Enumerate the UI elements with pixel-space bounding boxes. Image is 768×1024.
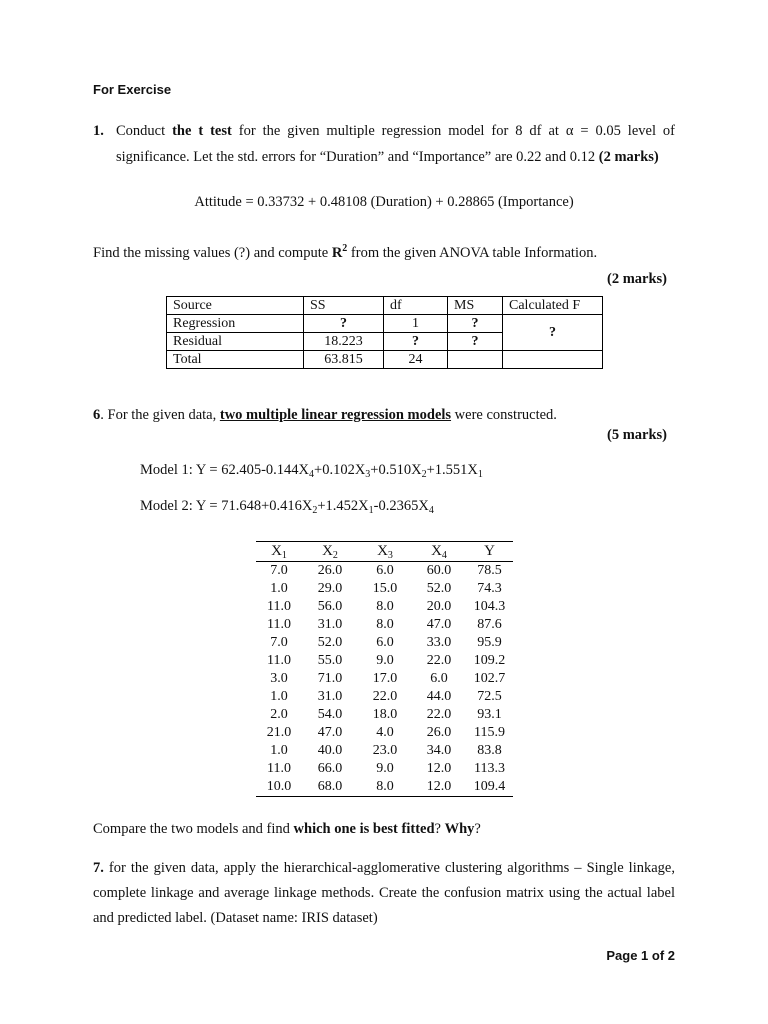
table-cell: 26.0 (317, 563, 343, 578)
model-2 (140, 498, 434, 515)
table-cell: 31.0 (317, 617, 343, 632)
q6-text-b: were constructed. (451, 407, 557, 423)
table-cell: 55.0 (317, 653, 343, 668)
table-cell: 2.0 (270, 707, 288, 722)
table-cell: 113.3 (474, 761, 505, 776)
q6-bold-underlined: two multiple linear regression models (219, 407, 452, 423)
anova-f-value: ? (503, 315, 603, 351)
q1-marks: (2 marks) (598, 149, 659, 165)
table-cell: 6.0 (430, 671, 448, 686)
table-cell: 1.0 (270, 689, 288, 704)
table-cell: 20.0 (426, 599, 452, 614)
table-cell: 102.7 (473, 671, 506, 686)
table-cell: 93.1 (477, 707, 502, 722)
question-1 (93, 118, 675, 170)
table-cell: 31.0 (317, 689, 343, 704)
table-cell: 9.0 (376, 653, 394, 668)
hdr-base: X (431, 543, 442, 559)
table-cell: 52.0 (317, 635, 343, 650)
anova-cell: 24 (384, 351, 448, 369)
table-cell: 104.3 (473, 599, 506, 614)
anova-text-a: Find the missing values (?) and compute (93, 245, 332, 261)
table-cell: 66.0 (317, 761, 343, 776)
table-row (256, 652, 513, 670)
data-header-x3 (358, 542, 412, 562)
table-cell: 17.0 (372, 671, 398, 686)
q1-bold-a: the t test (172, 123, 232, 139)
table-cell: 15.0 (372, 581, 398, 596)
table-row (256, 670, 513, 688)
data-table-header (256, 542, 513, 562)
table-row (256, 580, 513, 598)
table-cell: 22.0 (426, 707, 452, 722)
table-cell: 29.0 (317, 581, 343, 596)
anova-cell (448, 351, 503, 369)
table-cell: 95.9 (477, 635, 502, 650)
m2-sub: 2 (312, 505, 318, 516)
table-cell: 9.0 (376, 761, 394, 776)
anova-cell: Total (167, 351, 304, 369)
table-cell: 44.0 (426, 689, 452, 704)
anova-header-f: Calculated F (503, 297, 603, 315)
q6-marks: (5 marks) (606, 427, 667, 443)
anova-row-regression (167, 315, 603, 333)
data-header-y (466, 542, 513, 562)
table-cell: 18.0 (372, 707, 398, 722)
table-cell: 11.0 (267, 653, 291, 668)
hdr-base: X (377, 543, 388, 559)
table-cell: 7.0 (270, 563, 288, 578)
model-1 (140, 462, 483, 479)
table-cell: 40.0 (317, 743, 343, 758)
table-row (256, 616, 513, 634)
compare-bold-b: Why (444, 821, 475, 837)
table-cell: 6.0 (376, 635, 394, 650)
anova-table (166, 296, 603, 369)
m2-sub: 4 (428, 505, 434, 516)
table-cell: 54.0 (317, 707, 343, 722)
table-cell: 71.0 (317, 671, 343, 686)
table-cell: 109.2 (473, 653, 506, 668)
anova-header-ms: MS (448, 297, 503, 315)
table-row (256, 706, 513, 724)
table-cell: 26.0 (426, 725, 452, 740)
compare-bold-a: which one is best fitted (293, 821, 435, 837)
question-6 (93, 407, 557, 424)
m1-part: +0.102X (314, 462, 366, 478)
table-cell: 1.0 (270, 743, 288, 758)
compare-text-c: ? (474, 821, 481, 837)
m2-sub: 1 (368, 505, 374, 516)
table-cell: 11.0 (267, 761, 291, 776)
data-table (256, 541, 513, 797)
data-header-x1 (256, 542, 302, 562)
table-row (256, 598, 513, 616)
question-1-text (116, 118, 675, 170)
table-cell: 7.0 (270, 635, 288, 650)
anova-cell: ? (448, 315, 503, 333)
data-header-x4 (412, 542, 466, 562)
table-cell: 83.8 (477, 743, 502, 758)
r-squared-base: R (331, 245, 343, 261)
table-cell: 74.3 (477, 581, 502, 596)
m1-part: +1.551X (426, 462, 478, 478)
r-squared (332, 245, 347, 261)
anova-instruction (93, 245, 597, 262)
table-cell: 10.0 (256, 778, 302, 797)
table-cell: 87.6 (477, 617, 502, 632)
table-cell: 33.0 (426, 635, 452, 650)
table-cell: 12.0 (412, 778, 466, 797)
compare-text-a: Compare the two models and find (93, 821, 294, 837)
table-cell: 4.0 (376, 725, 394, 740)
table-cell: 47.0 (317, 725, 343, 740)
regression-equation: Attitude = 0.33732 + 0.48108 (Duration) + 0.28865 (Importance) (194, 194, 574, 210)
hdr-base: Y (484, 543, 495, 559)
anova-cell: Residual (167, 333, 304, 351)
anova-cell: ? (304, 315, 384, 333)
table-cell: 22.0 (372, 689, 398, 704)
table-cell: 1.0 (270, 581, 288, 596)
question-7-text: for the given data, apply the hierarchical-agglomerative clustering algorithms – Single linkage, complete linkage and average linkage methods. Create the confusion matrix using the actual label and predicted label. (Dataset name: IRIS dataset) (93, 860, 675, 926)
anova-header-row (167, 297, 603, 315)
question-7 (93, 856, 675, 931)
m2-part: Model 2: Y = 71.648+0.416X (140, 498, 313, 514)
anova-cell: Regression (167, 315, 304, 333)
q1-text-a: Conduct (116, 123, 173, 139)
table-cell: 34.0 (426, 743, 452, 758)
table-cell: 72.5 (477, 689, 502, 704)
anova-header-source: Source (167, 297, 304, 315)
question-6-number: 6 (93, 407, 101, 423)
table-cell: 6.0 (376, 563, 394, 578)
data-header-x2 (302, 542, 358, 562)
anova-cell-empty (503, 351, 603, 369)
table-cell: 52.0 (426, 581, 452, 596)
m1-sub: 2 (421, 469, 427, 480)
table-cell: 22.0 (426, 653, 452, 668)
anova-cell: ? (384, 333, 448, 351)
q6-text-a: . For the given data, (100, 407, 220, 423)
page-heading: For Exercise (93, 82, 172, 97)
table-row (256, 742, 513, 760)
table-cell: 8.0 (376, 617, 394, 632)
hdr-sub: 4 (441, 550, 447, 561)
anova-text-b: from the given ANOVA table Information. (347, 245, 598, 261)
compare-question (93, 821, 481, 838)
table-row (256, 634, 513, 652)
q1-text-b: for the given multiple regression model for 8 df at α = 0.05 level of significance. Let the std. errors for “Duration” and “Importance” are 0.22 and 0.12 (116, 123, 675, 165)
r-squared-sup: 2 (342, 243, 348, 255)
table-cell: 78.5 (477, 563, 502, 578)
hdr-sub: 3 (387, 550, 393, 561)
table-cell: 8.0 (358, 778, 412, 797)
table-cell: 56.0 (317, 599, 343, 614)
m1-part: Model 1: Y = 62.405-0.144X (140, 462, 310, 478)
anova-cell: 1 (384, 315, 448, 333)
table-cell: 11.0 (267, 599, 291, 614)
table-row (256, 760, 513, 778)
anova-marks: (2 marks) (606, 271, 667, 287)
table-cell: 8.0 (376, 599, 394, 614)
hdr-sub: 2 (332, 550, 338, 561)
table-cell: 11.0 (267, 617, 291, 632)
m1-part: +0.510X (370, 462, 422, 478)
anova-header-df: df (384, 297, 448, 315)
table-row (256, 688, 513, 706)
data-table-body (256, 562, 513, 797)
anova-cell: ? (448, 333, 503, 351)
table-cell: 23.0 (372, 743, 398, 758)
question-1-number: 1. (93, 123, 104, 139)
table-cell: 109.4 (466, 778, 513, 797)
m2-part: -0.2365X (373, 498, 429, 514)
table-cell: 68.0 (302, 778, 358, 797)
hdr-sub: 1 (281, 550, 287, 561)
table-row (256, 724, 513, 742)
anova-header-ss: SS (304, 297, 384, 315)
table-cell: 21.0 (266, 725, 292, 740)
table-row (256, 778, 513, 797)
question-7-number: 7. (93, 860, 104, 876)
m1-sub: 3 (365, 469, 371, 480)
m1-sub: 4 (309, 469, 315, 480)
m1-sub: 1 (477, 469, 483, 480)
compare-text-b: ? (434, 821, 445, 837)
m2-part: +1.452X (317, 498, 369, 514)
page-number: Page 1 of 2 (606, 948, 675, 963)
anova-cell: 18.223 (304, 333, 384, 351)
table-row (256, 562, 513, 581)
table-cell: 60.0 (426, 563, 452, 578)
table-cell: 115.9 (474, 725, 505, 740)
anova-cell: 63.815 (304, 351, 384, 369)
table-cell: 3.0 (270, 671, 288, 686)
table-cell: 47.0 (426, 617, 452, 632)
table-cell: 12.0 (426, 761, 452, 776)
anova-row-total (167, 351, 603, 369)
hdr-base: X (271, 543, 282, 559)
hdr-base: X (322, 543, 333, 559)
